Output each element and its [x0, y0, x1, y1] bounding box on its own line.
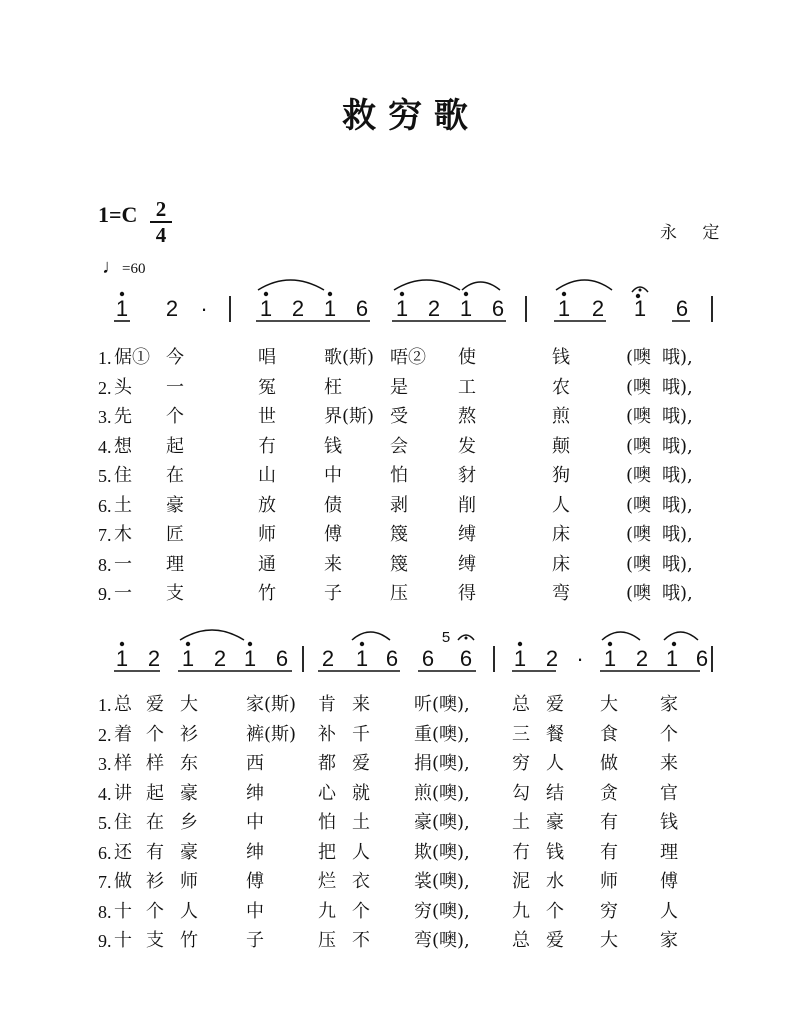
- lyric-syllable: (噢: [626, 494, 652, 516]
- note: 1: [181, 646, 195, 671]
- lyric-syllable: 有: [146, 841, 164, 863]
- lyric-syllable: 豪: [180, 782, 198, 804]
- lyric-syllable: 篾: [390, 524, 408, 545]
- lyric-syllable: 人: [660, 900, 678, 922]
- lyric-syllable: 贪: [600, 782, 618, 804]
- lyric-syllable: (噢: [626, 465, 652, 486]
- lyric-syllable: 匠: [166, 524, 184, 545]
- note: 2: [165, 296, 179, 321]
- lyric-syllable: 会: [390, 435, 408, 457]
- lyric-syllable: 唱: [258, 347, 276, 368]
- lyric-syllable: 绅: [246, 782, 264, 804]
- lyric-syllable: 压: [390, 583, 408, 604]
- note: 6: [459, 646, 473, 671]
- lyric-syllable: 有: [600, 812, 618, 833]
- lyric-syllable: 都: [318, 753, 336, 774]
- verse-number: 6.: [98, 842, 112, 863]
- lyric-syllable: 来: [660, 753, 678, 774]
- lyric-syllable: 有: [600, 841, 618, 863]
- lyric-syllable: 得: [458, 583, 476, 604]
- lyric-syllable: 哦),: [662, 465, 693, 486]
- lyric-syllable: 泥: [512, 871, 530, 892]
- key-signature: 1=C: [98, 202, 138, 227]
- lyric-syllable: 餐: [546, 723, 564, 745]
- note: 1: [243, 646, 257, 671]
- lyric-syllable: (噢: [626, 553, 652, 575]
- lyric-syllable: 就: [352, 782, 370, 804]
- lyric-syllable: 爱: [352, 753, 370, 774]
- lyric-syllable: 哦),: [662, 435, 693, 457]
- lyric-syllable: 剥: [390, 494, 408, 516]
- lyric-syllable: 还: [114, 841, 132, 863]
- lyric-syllable: 爱: [146, 694, 164, 715]
- lyric-syllable: 傅: [324, 524, 342, 545]
- note: 2: [321, 646, 335, 671]
- lyric-syllable: 心: [318, 782, 336, 804]
- verse-number: 6.: [98, 495, 112, 516]
- note: 1: [513, 646, 527, 671]
- lyric-syllable: 豪: [546, 812, 564, 833]
- lyric-syllable: 千: [352, 723, 370, 745]
- lyric-syllable: 弯: [552, 583, 570, 604]
- lyric-syllable: 土: [114, 494, 132, 516]
- lyric-syllable: 豪: [166, 494, 184, 516]
- lyric-syllable: 哦),: [662, 376, 693, 398]
- lyric-syllable: 债: [324, 494, 342, 516]
- lyric-syllable: 土: [352, 812, 370, 833]
- lyric-syllable: 冇: [258, 435, 276, 457]
- verse-number: 2.: [98, 724, 112, 745]
- verse-number: 4.: [98, 436, 112, 457]
- lyric-syllable: 讲: [114, 782, 132, 804]
- verse-number: 3.: [98, 407, 112, 427]
- lyric-syllable: 把: [318, 841, 336, 863]
- lyric-syllable: 裤(斯): [246, 723, 297, 745]
- lyric-syllable: 人: [546, 753, 564, 774]
- lyric-syllable: 裳(噢),: [414, 871, 470, 892]
- lyric-syllable: 师: [258, 524, 276, 545]
- lyric-syllable: 世: [258, 406, 276, 427]
- lyric-syllable: 九: [318, 900, 336, 922]
- lyric-syllable: (噢: [626, 524, 652, 545]
- lyric-syllable: 傅: [660, 871, 678, 892]
- verse-number: 4.: [98, 783, 112, 804]
- lyric-syllable: 师: [180, 871, 198, 892]
- lyric-syllable: 不: [352, 930, 370, 951]
- lyric-syllable: 在: [166, 465, 184, 486]
- note: 1: [355, 646, 369, 671]
- lyric-syllable: 唔②: [390, 347, 426, 368]
- lyric-syllable: 冤: [258, 376, 276, 398]
- lyric-syllable: 人: [352, 841, 370, 863]
- lyric-syllable: 哦),: [662, 553, 693, 575]
- lyric-syllable: 穷: [600, 900, 618, 922]
- lyric-syllable: 乡: [180, 812, 198, 833]
- lyric-syllable: 个: [660, 723, 678, 745]
- lyric-syllable: 木: [114, 524, 132, 545]
- lyric-syllable: 总: [512, 930, 530, 951]
- lyric-syllable: 个: [146, 723, 164, 745]
- note: 6: [421, 646, 435, 671]
- lyric-syllable: 熬: [458, 406, 476, 427]
- note: 6: [675, 296, 689, 321]
- lyric-syllable: 农: [552, 376, 570, 398]
- lyric-syllable: 哦),: [662, 583, 693, 604]
- lyric-syllable: 煎: [552, 406, 570, 427]
- lyric-syllable: 来: [324, 553, 342, 575]
- tempo-value: =60: [122, 261, 146, 277]
- lyric-syllable: 头: [114, 376, 132, 398]
- lyric-syllable: 竹: [258, 583, 276, 604]
- verse-number: 5.: [98, 466, 112, 486]
- lyric-syllable: 个: [352, 900, 370, 922]
- lyric-syllable: 哦),: [662, 406, 693, 427]
- lyric-syllable: 狗: [552, 465, 570, 486]
- lyric-syllable: 缚: [458, 524, 476, 545]
- lyric-syllable: 煎(噢),: [414, 782, 470, 804]
- lyric-syllable: 颠: [552, 435, 570, 457]
- lyric-syllable: (噢: [626, 435, 652, 457]
- slur: [352, 632, 390, 640]
- lyric-syllable: 削: [458, 494, 476, 516]
- lyric-syllable: 支: [146, 930, 164, 951]
- verse-number: 9.: [98, 584, 112, 604]
- lyric-syllable: 工: [458, 376, 476, 398]
- lyric-syllable: 九: [512, 900, 530, 922]
- lyric-syllable: (噢: [626, 376, 652, 398]
- lyric-syllable: 师: [600, 871, 618, 892]
- verse-number: 3.: [98, 754, 112, 774]
- lyric-syllable: 衣: [352, 871, 370, 892]
- note: 2: [427, 296, 441, 321]
- lyric-syllable: (噢: [626, 406, 652, 427]
- lyric-syllable: 官: [660, 782, 678, 804]
- lyric-syllable: 受: [390, 406, 408, 427]
- lyric-syllable: 起: [166, 435, 184, 457]
- dot-extension: ·: [200, 296, 208, 321]
- lyric-syllable: 西: [246, 753, 264, 774]
- note: 2: [591, 296, 605, 321]
- lyric-syllable: 一: [114, 553, 132, 575]
- lyric-syllable: 缚: [458, 553, 476, 575]
- verse-number: 8.: [98, 554, 112, 575]
- lyric-syllable: 十: [114, 930, 132, 951]
- lyric-syllable: 欺(噢),: [414, 841, 470, 863]
- lyric-syllable: 人: [552, 494, 570, 516]
- note: 6: [275, 646, 289, 671]
- lyric-syllable: 家(斯): [246, 694, 297, 715]
- slur: [556, 280, 612, 290]
- lyric-syllable: 家: [660, 694, 678, 715]
- lyric-syllable: 听(噢),: [414, 694, 470, 715]
- note: 1: [603, 646, 617, 671]
- note: 1: [557, 296, 571, 321]
- lyric-syllable: 钱: [552, 347, 570, 368]
- lyric-syllable: 哦),: [662, 347, 693, 368]
- lyric-syllable: 篾: [390, 553, 408, 575]
- lyric-syllable: 肯: [318, 694, 336, 715]
- lyric-syllable: 一: [166, 376, 184, 398]
- lyric-syllable: 理: [166, 553, 184, 575]
- lyric-syllable: 来: [352, 694, 370, 715]
- verse-number: 2.: [98, 377, 112, 398]
- lyric-syllable: 支: [166, 583, 184, 604]
- lyric-syllable: 穷(噢),: [414, 900, 470, 922]
- lyric-syllable: (噢: [626, 583, 652, 604]
- lyric-syllable: 爱: [546, 694, 564, 715]
- lyric-syllable: 捐(噢),: [414, 753, 470, 774]
- lyric-syllable: 食: [600, 723, 618, 745]
- lyric-syllable: 结: [546, 782, 564, 804]
- lyric-syllable: 样: [146, 753, 164, 774]
- lyric-syllable: 发: [458, 435, 476, 457]
- lyric-syllable: 东: [180, 753, 198, 774]
- lyric-syllable: 大: [180, 694, 198, 715]
- lyric-syllable: 今: [166, 347, 184, 368]
- lyric-syllable: 哦),: [662, 524, 693, 545]
- slur: [664, 632, 698, 640]
- lyric-syllable: 山: [258, 465, 276, 486]
- lyric-syllable: 豺: [458, 465, 476, 486]
- lyric-syllable: 怕: [318, 812, 336, 833]
- lyric-syllable: 十: [114, 900, 132, 922]
- note: 6: [385, 646, 399, 671]
- lyric-syllable: 枉: [324, 376, 342, 398]
- song-origin: 永 定: [660, 223, 730, 243]
- lyric-syllable: 土: [512, 812, 530, 833]
- lyric-syllable: 子: [246, 930, 264, 951]
- lyric-syllable: 床: [552, 524, 570, 545]
- note: 2: [291, 296, 305, 321]
- lyric-syllable: 中: [246, 812, 264, 833]
- lyric-syllable: 使: [458, 347, 476, 368]
- lyric-syllable: 豪: [180, 841, 198, 863]
- lyric-syllable: 做: [114, 871, 132, 892]
- lyric-syllable: 一: [114, 583, 132, 604]
- lyric-syllable: 豪(噢),: [414, 812, 470, 833]
- slur: [394, 280, 460, 290]
- slur: [602, 632, 640, 640]
- lyric-syllable: 住: [114, 812, 132, 833]
- lyric-syllable: 子: [324, 583, 342, 604]
- note: 2: [635, 646, 649, 671]
- note: 6: [491, 296, 505, 321]
- lyric-syllable: 倨①: [114, 347, 150, 368]
- lyric-syllable: 个: [146, 900, 164, 922]
- verse-number: 1.: [98, 695, 112, 715]
- lyric-syllable: 水: [546, 871, 564, 892]
- verse-number: 5.: [98, 813, 112, 833]
- lyric-syllable: 样: [114, 753, 132, 774]
- verse-number: 8.: [98, 901, 112, 922]
- lyric-syllable: 大: [600, 694, 618, 715]
- lyric-syllable: 想: [114, 435, 132, 457]
- note: 6: [695, 646, 709, 671]
- lyric-syllable: 总: [512, 694, 530, 715]
- lyric-syllable: 人: [180, 900, 198, 922]
- note: 2: [213, 646, 227, 671]
- lyric-syllable: 钱: [660, 812, 678, 833]
- quarter-note-icon: ♩: [102, 256, 122, 278]
- slur: [258, 280, 324, 290]
- lyric-syllable: 绅: [246, 841, 264, 863]
- lyric-syllable: 冇: [512, 841, 530, 863]
- note: 1: [633, 296, 647, 321]
- lyric-syllable: 重(噢),: [414, 723, 470, 745]
- lyric-syllable: 中: [324, 465, 342, 486]
- verse-number: 7.: [98, 872, 112, 892]
- note: 2: [147, 646, 161, 671]
- lyric-syllable: 钱: [324, 435, 342, 457]
- note: 2: [545, 646, 559, 671]
- lyric-syllable: 勾: [512, 782, 530, 804]
- meter-bottom: 4: [155, 223, 167, 247]
- lyric-syllable: 钱: [546, 841, 564, 863]
- lyric-syllable: 烂: [318, 871, 336, 892]
- lyric-syllable: 大: [600, 930, 618, 951]
- lyric-syllable: 三: [512, 723, 530, 745]
- lyric-syllable: 理: [660, 841, 678, 863]
- lyric-syllable: 衫: [146, 871, 164, 892]
- lyric-syllable: 穷: [512, 753, 530, 774]
- note: 1: [115, 296, 129, 321]
- lyric-syllable: 个: [166, 406, 184, 427]
- note: 1: [395, 296, 409, 321]
- lyric-syllable: 怕: [390, 465, 408, 486]
- lyric-syllable: 着: [114, 723, 132, 745]
- lyric-syllable: (噢: [626, 347, 652, 368]
- lyric-syllable: 衫: [180, 723, 198, 745]
- note: 1: [665, 646, 679, 671]
- lyric-syllable: 界(斯): [324, 406, 375, 427]
- slur: [180, 630, 244, 640]
- verse-number: 1.: [98, 348, 112, 368]
- lyric-syllable: 中: [246, 900, 264, 922]
- dot-extension: ·: [576, 646, 584, 671]
- lyric-syllable: 压: [318, 930, 336, 951]
- lyric-syllable: 歌(斯): [324, 347, 375, 368]
- lyric-syllable: 竹: [180, 930, 198, 951]
- note: 1: [115, 646, 129, 671]
- meter-top: 2: [155, 197, 167, 221]
- page-title: 救 穷 歌: [342, 96, 468, 136]
- slur: [462, 282, 500, 290]
- note: 6: [355, 296, 369, 321]
- lyric-syllable: 个: [546, 900, 564, 922]
- lyric-syllable: 是: [390, 376, 408, 398]
- lyric-syllable: 通: [258, 553, 276, 575]
- lyric-syllable: 在: [146, 812, 164, 833]
- lyric-syllable: 床: [552, 553, 570, 575]
- lyric-syllable: 先: [114, 406, 132, 427]
- grace-note: 5: [441, 629, 451, 646]
- lyric-syllable: 家: [660, 930, 678, 951]
- lyric-syllable: 哦),: [662, 494, 693, 516]
- lyric-syllable: 弯(噢),: [414, 930, 470, 951]
- lyric-syllable: 总: [114, 694, 132, 715]
- lyric-syllable: 放: [258, 494, 276, 516]
- lyric-syllable: 住: [114, 465, 132, 486]
- note: 1: [459, 296, 473, 321]
- verse-number: 9.: [98, 931, 112, 951]
- lyric-syllable: 爱: [546, 930, 564, 951]
- lyric-syllable: 起: [146, 782, 164, 804]
- verse-number: 7.: [98, 525, 112, 545]
- note: 1: [323, 296, 337, 321]
- lyric-syllable: 补: [318, 723, 336, 745]
- note: 1: [259, 296, 273, 321]
- lyric-syllable: 傅: [246, 871, 264, 892]
- lyric-syllable: 做: [600, 753, 618, 774]
